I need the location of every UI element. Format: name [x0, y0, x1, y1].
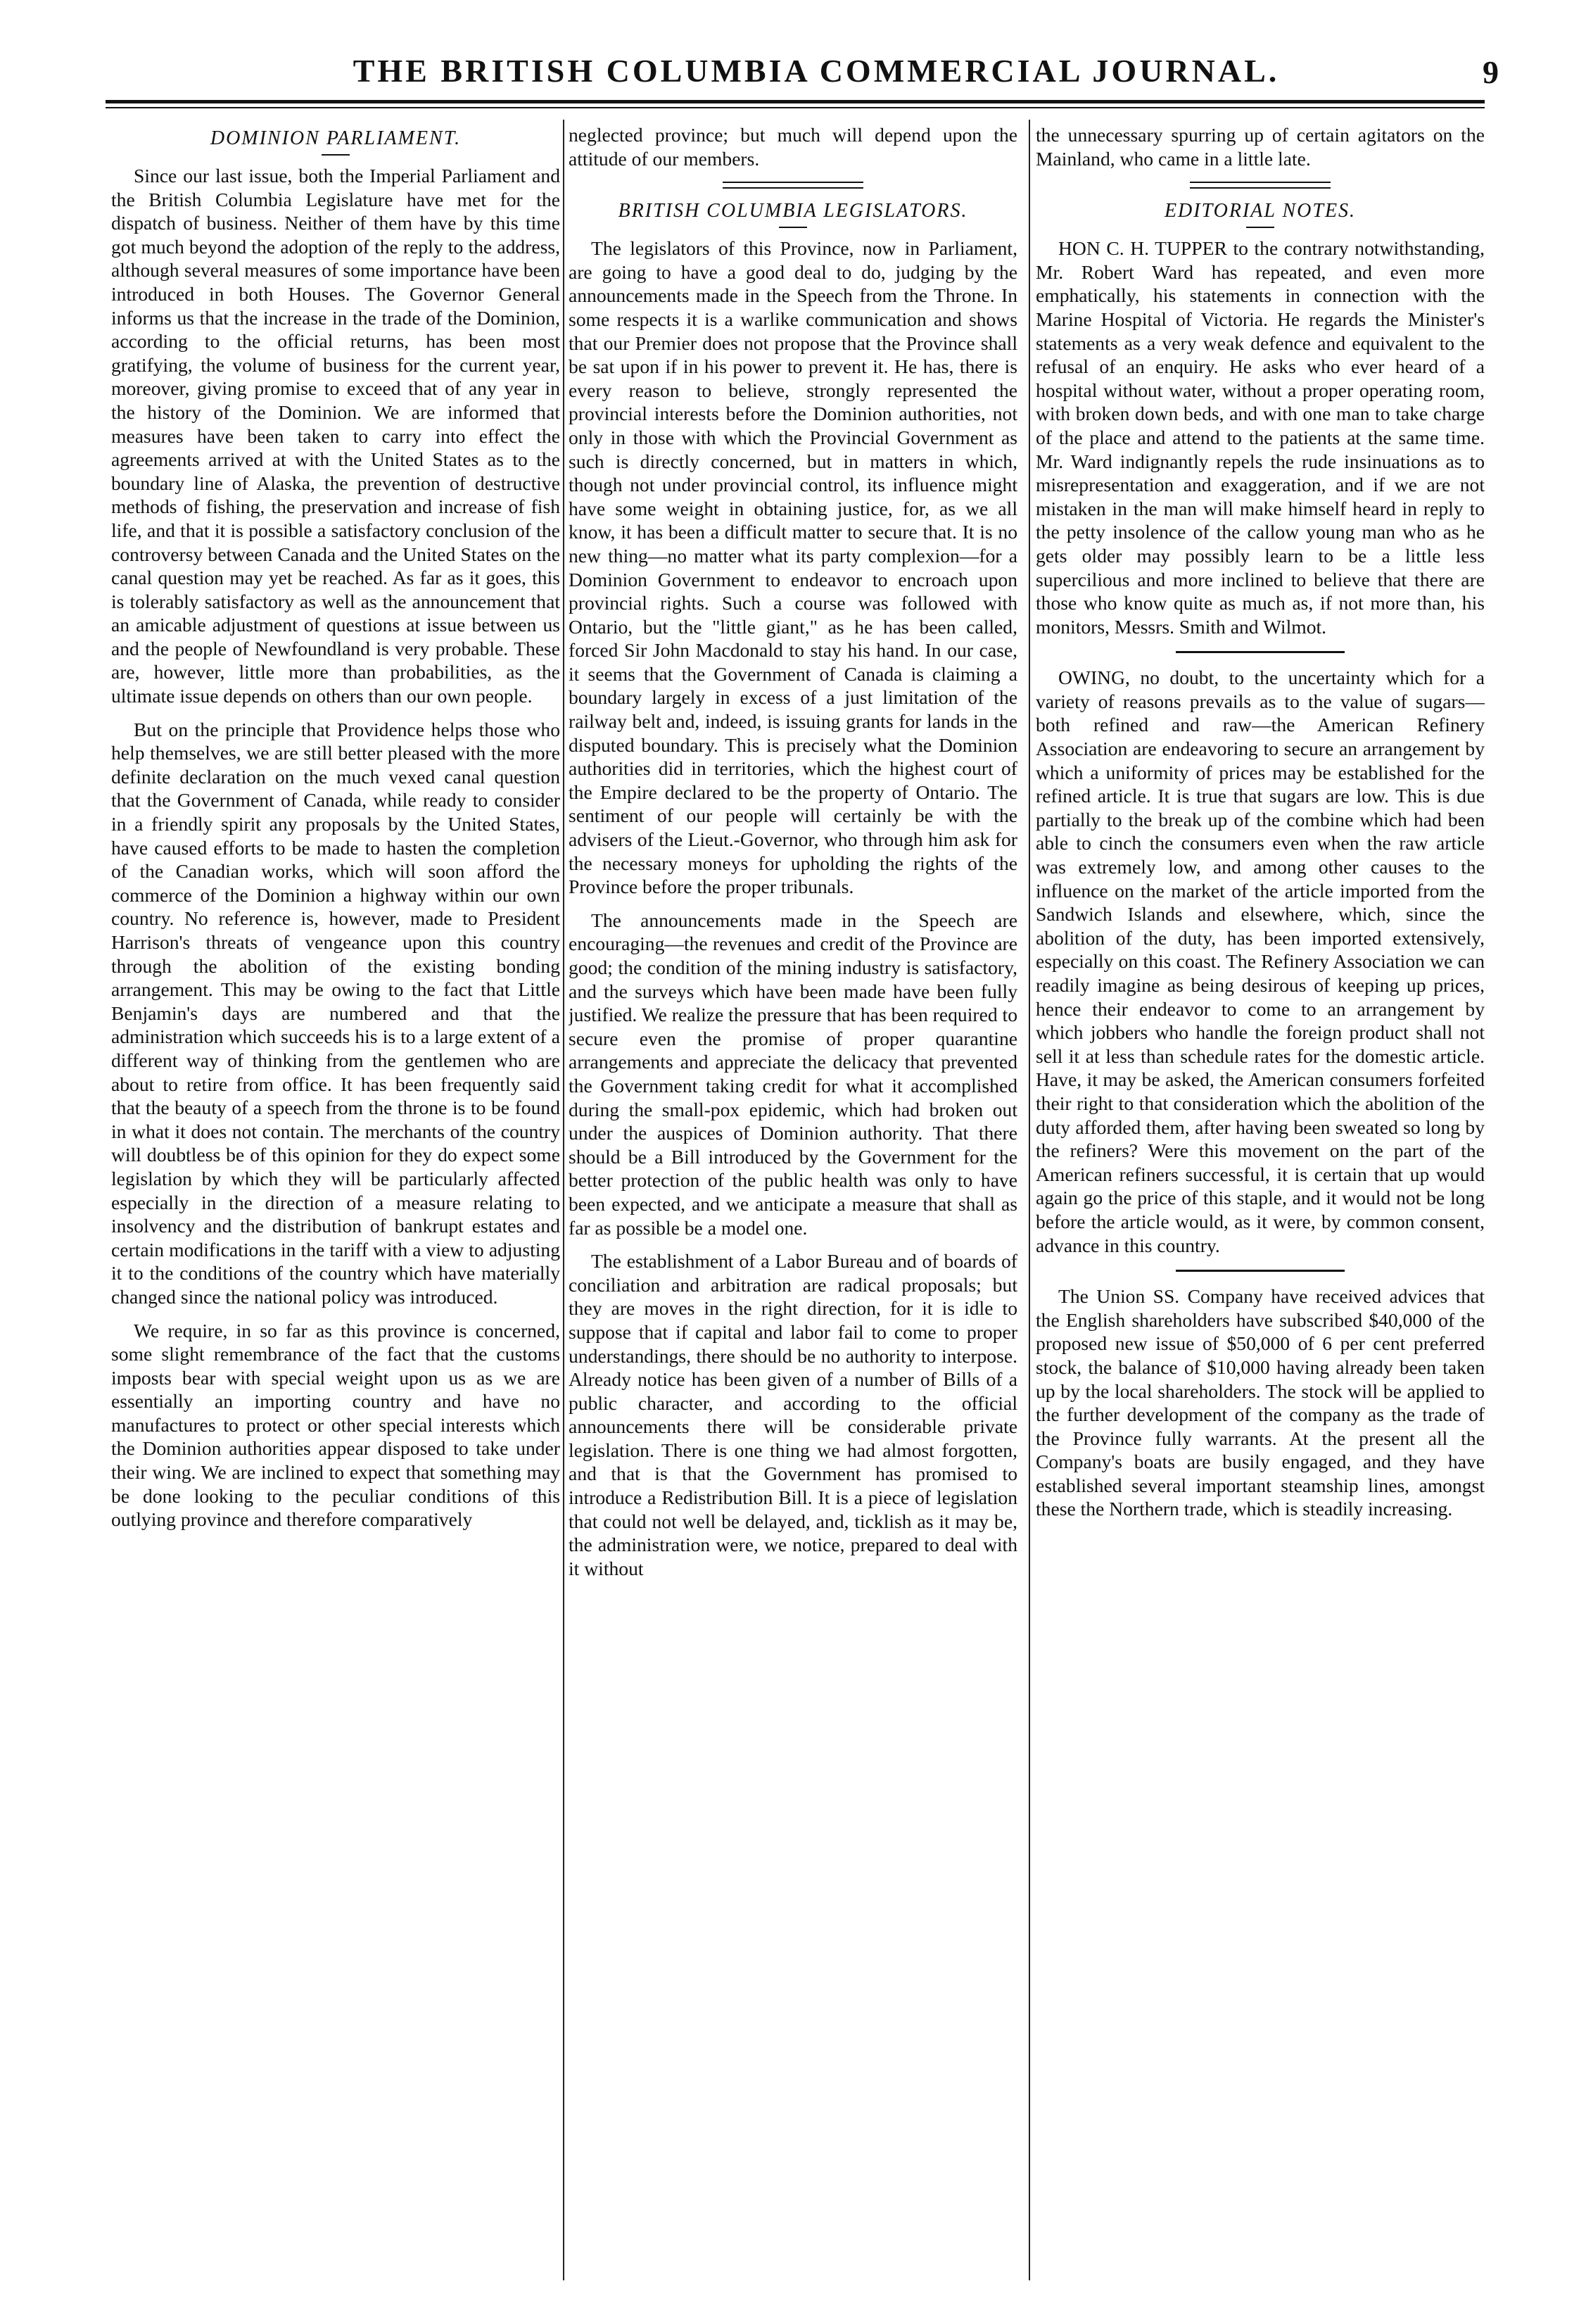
- article-title-bc-legislators: BRITISH COLUMBIA LEGISLATORS.: [618, 200, 968, 222]
- column-2: [569, 123, 1017, 2270]
- journal-title: THE BRITISH COLUMBIA COMMERCIAL JOURNAL.: [353, 53, 1280, 89]
- article-paragraph: We require, in so far as this province is concerned, some slight remembrance of the fact that the customs imposts bear with special weight upon us as we are essentially an importing country and have no manufactures to protect or other special interests which the Dominion authorities appear disposed to take under their wing. We are inclined to expect that something may be done looking to the peculiar conditions of this outlying province and therefore comparatively: [111, 1319, 560, 1531]
- article-paragraph: The establishment of a Labor Bureau and of boards of conciliation and arbitration are radical proposals; but they are moves in the right direction, for it is idle to suppose that if capital and labor fail to come to proper understandings, there should be no authority to interpose. Already notice has been given of a number of Bills of a public character, and according to the official announcements there will be considerable private legislation. There is one thing we had almost forgotten, and that is that the Government has promised to introduce a Redistribution Bill. It is a piece of legislation that could not well be delayed, and, ticklish as it may be, the administration were, we notice, prepared to deal with it without: [569, 1250, 1017, 1579]
- note-separator: [1176, 651, 1345, 653]
- continued-paragraph: the unnecessary spurring up of certain agitators on the Mainland, who came in a little late.: [1036, 124, 1485, 170]
- article-paragraph: The Union SS. Company have received advices that the English shareholders have subscribed $40,000 of the proposed new issue of $50,000 of 6 per cent preferred stock, the balance of $10,000 having already been taken up by the local shareholders. The stock will be applied to the further development of the company as the trade of the Province fully warrants. At the present all the Company's boats are busily engaged, and they have established several important steamship lines, amongst these the Northern trade, which is steadily increasing.: [1036, 1285, 1485, 1520]
- column-1: [111, 123, 560, 2270]
- article-paragraph: Since our last issue, both the Imperial Parliament and the British Columbia Legislature have met for the dispatch of business. Neither of them have by this time got much beyond the adoption of the reply to the address, although several measures of some importance have been introduced in both Houses. The Governor General informs us that the increase in the trade of the Dominion, according to the official returns, has been most gratifying, the volume of business for the current year, moreover, giving promise to exceed that of any year in the history of the Dominion. We are informed that measures have been taken to carry into effect the agreements arrived at with the United States as to the boundary line of Alaska, the prevention of destructive methods of fishing, the preservation and increase of fish life, and that it is possible a satisfactory conclusion of the controversy between Canada and the United States on the canal question may yet be reached. As far as it goes, this is tolerably satisfactory as well as the announcement that an amicable adjustment of questions at issue between us and the people of Newfoundland is very probable. These are, however, little more than probabilities, as the ultimate issue depends on others than our own people.: [111, 165, 560, 707]
- section-separator: [723, 182, 863, 189]
- article-paragraph: OWING, no doubt, to the uncertainty which for a variety of reasons prevails as to the value of sugars—both refined and raw—the American Refinery Association are endeavoring to secure an arrangement by which a uniformity of prices may be established for the refined article. It is true that sugars are low. This is due partially to the break up of the combine which had been able to cinch the consumers even when the raw article was extremely low, and among other causes to the influence on the market of the article imported from the Sandwich Islands and elsewhere, which, since the abolition of the duty, has been imported extensively, especially on this coast. The Refinery Association we can readily imagine as being desirous of keeping up prices, hence their endeavor to come to an arrangement by which jobbers who handle the foreign product shall not sell it at less than schedule rates for the domestic article. Have, it may be asked, the American consumers forfeited their right to that consideration which the abolition of the duty afforded them, after having been sweated so long by the refiners? Were this movement on the part of the American refiners successful, it is certain that up would again go the price of this staple, and it would not be long before the article would, as it were, by common consent, advance in this country.: [1036, 667, 1485, 1256]
- masthead: [106, 46, 1527, 103]
- article-paragraph: The announcements made in the Speech are encouraging—the revenues and credit of the Province are good; the condition of the mining industry is satisfactory, and the surveys which have been made have been fully justified. We realize the pressure that has been required to secure even the promise of proper quarantine arrangements and appreciate the delicacy that prevented the Government taking credit for what it accomplished during the small-pox epidemic, which had broken out under the auspices of Dominion authority. That there should be a Bill introduced by the Government for the better protection of the public health was only to have been expected, and we anticipate a measure that shall as far as possible be a model one.: [569, 909, 1017, 1239]
- article-title-editorial-notes: EDITORIAL NOTES.: [1164, 200, 1357, 222]
- column-divider: [1029, 120, 1030, 2280]
- note-separator: [1176, 1270, 1345, 1272]
- article-paragraph: But on the principle that Providence helps those who help themselves, we are still better pleased with the more definite declaration on the much vexed canal question that the Government of Canada, while ready to consider in a friendly spirit any proposals by the United States, have caused efforts to be made to hasten the completion of the Canadian works, which will soon afford the commerce of the Dominion a highway within our own country. No reference is, however, made to President Harrison's threats of vengeance upon this country through the abolition of the existing bonding arrangement. This may be owing to the fact that Little Benjamin's days are numbered and that the administration which succeeds his is to a large extent of a different way of thinking from the gentlemen who are about to retire from office. It has been frequently said that the beauty of a speech from the throne is to be found in what it does not contain. The merchants of the country will doubtless be of this opinion for they do expect some legislation by which they will be particularly affected especially in the direction of a measure relating to insolvency and the distribution of bankrupt estates and certain modifications in the tariff with a view to adjusting it to the conditions of the country which have materially changed since the national policy was introduced.: [111, 718, 560, 1308]
- title-dash: [779, 227, 807, 228]
- page-number: 9: [1483, 54, 1499, 90]
- masthead-rule-thin: [106, 107, 1485, 108]
- column-divider: [563, 120, 564, 2280]
- title-dash: [322, 154, 350, 156]
- article-title-dominion-parliament: DOMINION PARLIAMENT.: [210, 127, 462, 149]
- continued-paragraph: neglected province; but much will depend upon the attitude of our members.: [569, 124, 1017, 170]
- section-separator: [1190, 182, 1331, 189]
- article-paragraph: The legislators of this Province, now in Parliament, are going to have a good deal to do, judging by the announcements made in the Speech from the Throne. In some respects it is a warlike communication and shows that our Premier does not propose that the Province shall be sat upon if in his power to prevent it. He has, there is every reason to believe, strongly represented the provincial interests before the Dominion authorities, not only in those with which the Provincial Government as such is directly concerned, but in matters in which, though not under provincial control, its influence might have some weight in obtaining justice, for, as we all know, it has been a difficult matter to secure that. It is no new thing—no matter what its party complexion—for a Dominion Government to endeavor to encroach upon provincial rights. Such a course was followed with Ontario, but the "little giant," as he has been called, forced Sir John Macdonald to stay his hand. In our case, it seems that the Government of Canada is claiming a boundary largely in excess of a just limitation of the railway belt and, indeed, is issuing grants for lands in the disputed boundary. This is precisely what the Dominion authorities did in territories, which the highest court of the Empire declared to be the property of Ontario. The sentiment of our people will certainly be with the advisers of the Lieut.-Governor, who through him ask for the necessary moneys for upholding the rights of the Province before the proper tribunals.: [569, 237, 1017, 898]
- masthead-rule: [106, 100, 1485, 103]
- article-paragraph: HON C. H. TUPPER to the contrary notwithstanding, Mr. Robert Ward has repeated, and even more emphatically, his statements in connection with the Marine Hospital of Victoria. He regards the Minister's statements as a very weak defence and equivalent to the refusal of an enquiry. He asks who ever heard of a hospital without water, without a proper operating room, with broken down beds, and with one man to take charge of the place and attend to the patients at the same time. Mr. Ward indignantly repels the rude insinuations as to misrepresentation and exaggeration, and if we are not mistaken in the man will make himself heard in reply to the petty insolence of the callow young man who as he gets older may possibly learn to be a little less supercilious and more inclined to believe that there are those who know quite as much as, if not more than, his monitors, Messrs. Smith and Wilmot.: [1036, 237, 1485, 638]
- column-3: [1036, 123, 1485, 2270]
- title-dash: [1246, 227, 1274, 228]
